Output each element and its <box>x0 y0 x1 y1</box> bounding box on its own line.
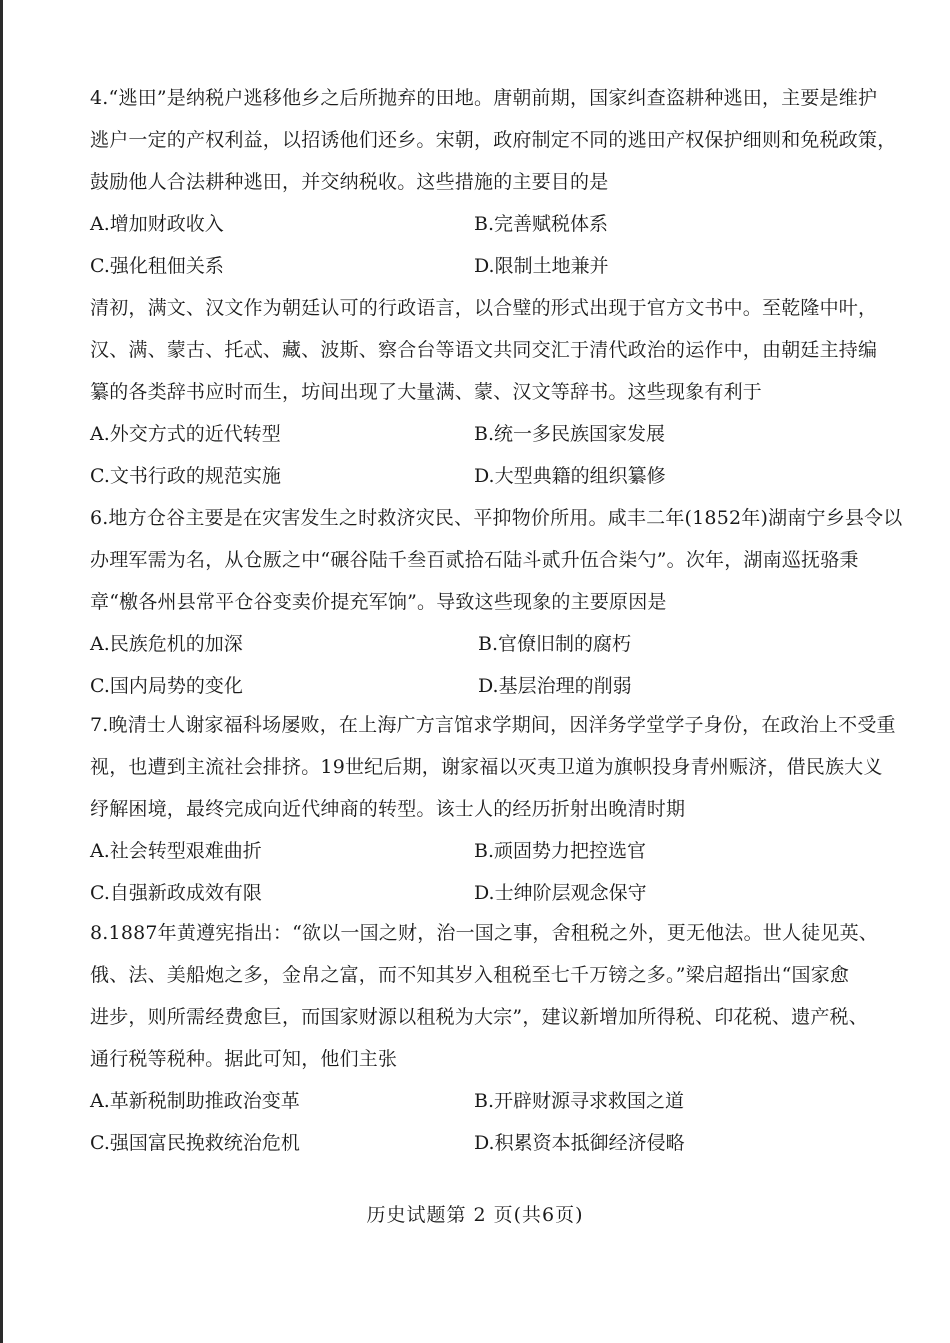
question-5 <box>90 287 890 487</box>
question-7 <box>90 704 896 904</box>
question-stem <box>90 704 896 830</box>
option-d: D.限制土地兼并 <box>474 255 609 277</box>
question-8 <box>90 912 890 1154</box>
stem-line: 纾解困境，最终完成向近代绅商的转型。该士人的经历折射出晚清时期 <box>90 798 686 820</box>
stem-line: 8.1887年黄遵宪指出：“欲以一国之财，治一国之事，舍租税之外，更无他法。世人徒见英、 <box>90 922 878 944</box>
option-a: A.外交方式的近代转型 <box>90 423 281 445</box>
option-c: C.自强新政成效有限 <box>90 882 262 904</box>
option-c: C.文书行政的规范实施 <box>90 465 281 487</box>
stem-line: 6.地方仓谷主要是在灾害发生之时救济灾民、平抑物价所用。咸丰二年(1852年)湖南宁乡县令以 <box>90 507 903 529</box>
stem-line: 章“檄各州县常平仓谷变卖价提充军饷”。导致这些现象的主要原因是 <box>90 591 667 613</box>
stem-line: 进步，则所需经费愈巨，而国家财源以租税为大宗”，建议新增加所得税、印花税、遗产税、 <box>90 1006 868 1028</box>
option-a: A.社会转型艰难曲折 <box>90 840 262 862</box>
option-b: B.顽固势力把控选官 <box>474 840 647 862</box>
stem-line: 俄、法、美船炮之多，金帛之富，而不知其岁入租税至七千万镑之多。”梁启超指出“国家愈 <box>90 964 850 986</box>
question-6 <box>90 497 903 697</box>
page-footer: 历史试题第 2 页(共6页) <box>366 1204 584 1226</box>
stem-line: 视，也遭到主流社会排挤。19世纪后期，谢家福以灭夷卫道为旗帜投身青州赈济，借民族大义 <box>90 756 883 778</box>
question-stem <box>90 912 890 1080</box>
stem-line: 4.“逃田”是纳税户逃移他乡之后所抛弃的田地。唐朝前期，国家纠查盗耕种逃田，主要是维护 <box>90 87 878 109</box>
page-edge-line <box>0 0 3 1343</box>
stem-line: 清初，满文、汉文作为朝廷认可的行政语言，以合璧的形式出现于官方文书中。至乾隆中叶， <box>90 297 878 319</box>
stem-line: 办理军需为名，从仓厫之中“碾谷陆千叁百贰拾石陆斗贰升伍合柒勺”。次年，湖南巡抚骆秉 <box>90 549 859 571</box>
option-d: D.士绅阶层观念保守 <box>474 882 647 904</box>
option-d: D.积累资本抵御经济侵略 <box>474 1132 685 1154</box>
option-a: A.民族危机的加深 <box>90 633 243 655</box>
stem-line: 纂的各类辞书应时而生，坊间出现了大量满、蒙、汉文等辞书。这些现象有利于 <box>90 381 763 403</box>
option-c: C.强国富民挽救统治危机 <box>90 1132 300 1154</box>
question-stem <box>90 287 890 413</box>
option-a: A.革新税制助推政治变革 <box>90 1090 300 1112</box>
option-b: B.统一多民族国家发展 <box>474 423 666 445</box>
option-b: B.官僚旧制的腐朽 <box>478 633 632 655</box>
option-b: B.开辟财源寻求救国之道 <box>474 1090 685 1112</box>
stem-line: 逃户一定的产权利益，以招诱他们还乡。宋朝，政府制定不同的逃田产权保护细则和免税政策， <box>90 129 897 151</box>
option-d: D.基层治理的削弱 <box>478 675 632 697</box>
option-a: A.增加财政收入 <box>90 213 224 235</box>
option-c: C.国内局势的变化 <box>90 675 243 697</box>
option-b: B.完善赋税体系 <box>474 213 609 235</box>
option-c: C.强化租佃关系 <box>90 255 224 277</box>
question-stem <box>90 77 897 203</box>
stem-line: 7.晚清士人谢家福科场屡败，在上海广方言馆求学期间，因洋务学堂学子身份，在政治上不受重 <box>90 714 896 736</box>
question-4 <box>90 77 897 277</box>
stem-line: 汉、满、蒙古、托忒、藏、波斯、察合台等语文共同交汇于清代政治的运作中，由朝廷主持编 <box>90 339 878 361</box>
question-stem <box>90 497 903 623</box>
stem-line: 通行税等税种。据此可知，他们主张 <box>90 1048 398 1070</box>
stem-line: 鼓励他人合法耕种逃田，并交纳税收。这些措施的主要目的是 <box>90 171 609 193</box>
option-d: D.大型典籍的组织纂修 <box>474 465 666 487</box>
